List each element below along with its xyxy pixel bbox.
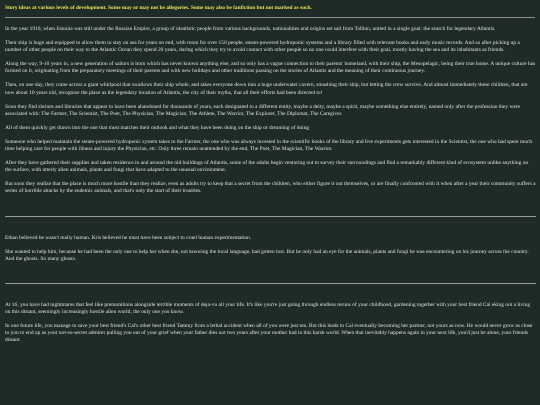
banner-text: Story ideas at various levels of development. Some may or may not be allegories. Some may also be fanfiction but not marked as such.	[5, 5, 312, 11]
section-divider	[5, 216, 536, 217]
story-paragraph: In one future life, you manage to save your best friend's Cal's other best friend Tammy from a lethal accident when all of you were just ten. But this leads to Cal eventually becoming her partner, not yours as now. He would never grow as close to you to end up as your not-so-secret admirer pulling you out of your grief when your father dies not two years after your mother had in this harsh world. When that inevitably happens again in your next life, you'd just be alone, your friends distant.	[5, 322, 533, 344]
story-paragraph: Then, on one day, they come across a giant whirlpool that swallows their ship whole, and takes everyone down into a huge underwater cavern, smashing their ship, but letting the crew survive. And almost immediately these children, that are now about 10 years old, recognize the place as the legendary location of Atlantis, the city of their myths, that all their efforts had been directed to!	[5, 82, 528, 96]
story-paragraph: At 16, you have had nightmares that feel like premonitions alongside terrible moments of deja-vu all your life. It's like you're just going through endless reruns of your childhood, gardening together with your best friend Cal eking out a living on this distant, seemingly increasingly hostile alien world, the only one you know.	[5, 301, 531, 315]
story-paragraph: Someone who helped maintain the steam-powered hydroponic system takes to the Farmer, the one who was always invested in the scientific books of the library and live experiments gets interested in the Scientist, the one who had spent much time helping care for people with illness and injury the Physician, etc. Only three remain unattended by the end, The Poet, The Magician, The Warrior.	[5, 138, 533, 153]
story-paragraph: But soon they realize that the place is much more hostile than they realize, even as adults try to keep that a secret from the children, who either figure it out themselves, or are finally confronted with it when after a year their community suffers a series of horrible attacks by the endemic animals, and that's only the start of their troubles.	[5, 181, 536, 195]
story-premonitions	[5, 302, 536, 344]
story-paragraph: Their ship is huge and equipped to allow them to stay on sea for years on end, with room for over 150 people, steam-powered hydroponic systems and a library filled with relevant books and early music records. And so after picking up a number of other people on their way to the Atlantic Ocean they spend 20 years, during which they try to avoid contact with other people so no one could interfere with their goal, mostly having the sea and its inhabitants as friends.	[5, 40, 520, 54]
story-paragraph: In the year 1910, when Estonia was still under the Russian Empire, a group of idealistic people from various backgrounds, nationalities and origins set sail from Tallinn, united in a single goal: the search for legendary Atlantis.	[5, 26, 496, 32]
story-atlantis	[5, 26, 536, 196]
story-paragraph: Ethan believed he wasn't really human. Kris believed he must have been subject to cruel human experimentation.	[5, 234, 252, 241]
story-paragraph: Soon they find shrines and libraries that appear to have been abandoned for thousands of years, each designated to a different entity, maybe a deity, maybe a spirit, maybe something else entirely, named only after the profession they were associated with: The Farmer, The Scientist, The Poet, The Physician, The Magician, The Athlete, The Warrior, The Explorer, The Diplomat, The Caregiver.	[5, 103, 521, 117]
section-divider	[5, 283, 536, 284]
story-paragraph: Along the way, 9-10 years in, a new generation of sailors is born which has never known anything else, and so only has a vague connection to their parents' homeland, with their ship, the Mesopelagic, being their true home. A unique culture has formed on it, originating from the preparatory meetings of their parents and with new holidays and other traditions passing on the stories of Atlantis and the meaning of their continuous journey.	[5, 61, 536, 75]
story-paragraph: All of them quickly get drawn into the one that most matches their outlook and what they have been doing on the ship or dreaming of doing	[5, 124, 310, 131]
story-paragraph: After they have gathered their supplies and taken residence in and around the old buildings of Atlantis, some of the adults begin venturing out to survey their surroundings and find a remarkably different kind of ecosystem unlike anything on the surface, with utterly alien animals, plants and fungi that have adapted to the unusual environment.	[5, 160, 529, 174]
story-paragraph: She wanted to help him, because he had been the only one to help her when she, not knowing the local language, had gotten lost. But he only had an eye for the animals, plants and fungi he was encountering on his journey across the country. And the ghosts. So many ghosts.	[5, 248, 529, 262]
story-ethan	[5, 235, 536, 263]
story-list	[5, 26, 536, 405]
banner-divider	[5, 17, 535, 18]
